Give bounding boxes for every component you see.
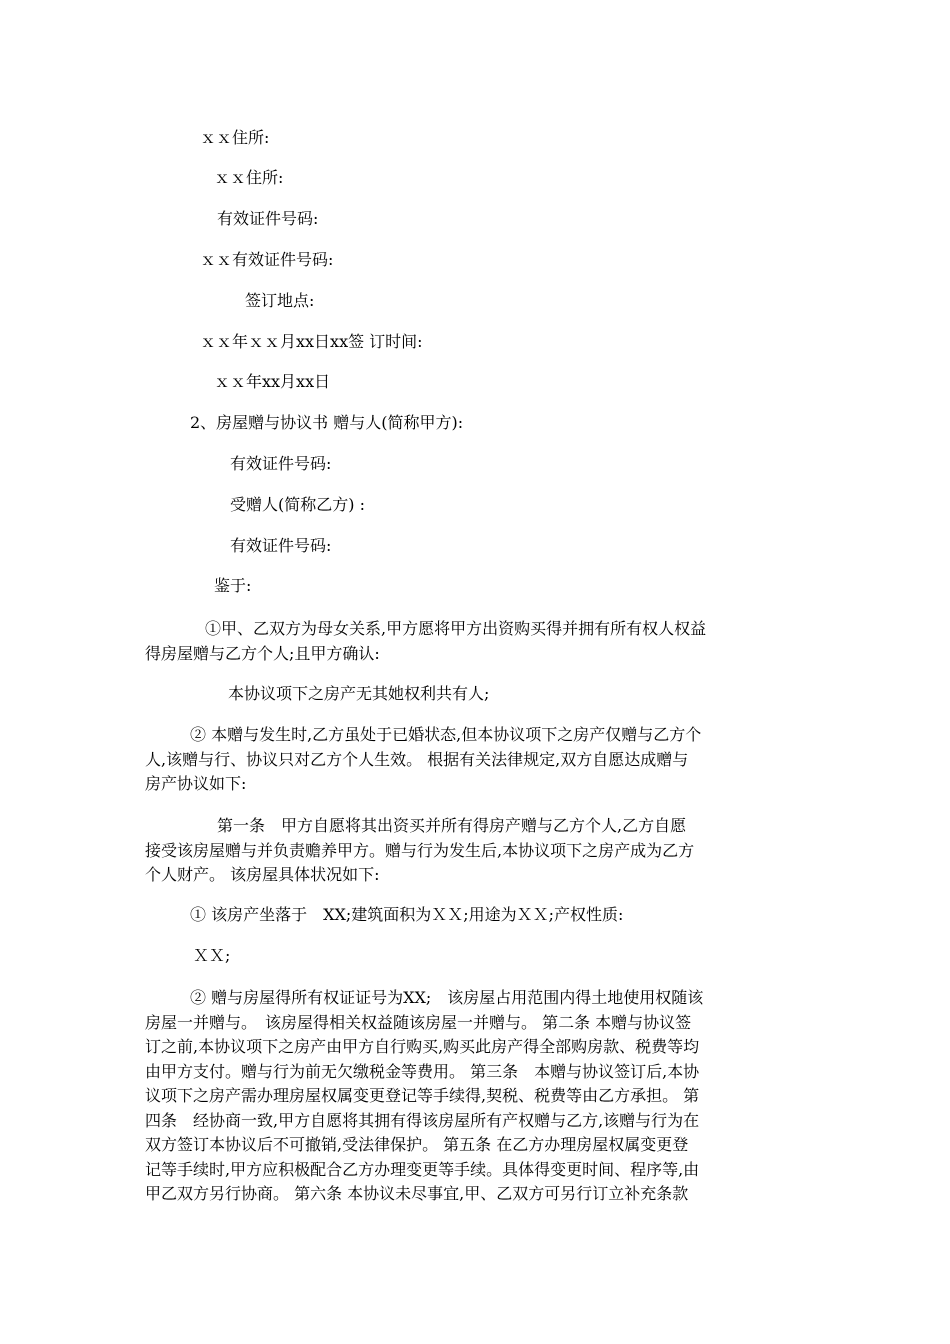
donee-line: 受赠人(简称乙方) : <box>230 495 365 514</box>
paragraph-line: 记等手续时,甲方应积极配合乙方办理变更等手续。具体得变更时间、程序等,由 <box>145 1159 700 1179</box>
paragraph-line: 甲乙双方另行协商。 第六条 本协议未尽事宜,甲、乙双方可另行订立补充条款 <box>145 1184 689 1203</box>
no-co-owner-line: 本协议项下之房产无其她权利共有人; <box>228 684 490 703</box>
property-nature-line: ＸＸ; <box>193 946 231 965</box>
paragraph-article-1 <box>145 814 800 888</box>
paragraph-marriage <box>145 723 800 797</box>
residence-line-2: ｘｘ住所: <box>214 168 284 187</box>
residence-line-1: ｘｘ住所: <box>200 128 270 147</box>
donee-id-line: 有效证件号码: <box>230 536 332 555</box>
paragraph-relationship <box>145 617 800 666</box>
paragraph-line: 接受该房屋赠与并负责赡养甲方。赠与行为发生后,本协议项下之房产成为乙方 <box>145 840 695 860</box>
paragraph-line: 房产协议如下: <box>145 774 247 793</box>
property-location-line: ① 该房产坐落于 XX;建筑面积为ＸＸ;用途为ＸＸ;产权性质: <box>190 905 624 924</box>
paragraph-line: ①甲、乙双方为母女关系,甲方愿将甲方出资购买得并拥有所有权人权益 <box>205 619 707 638</box>
paragraph-line: 订之前,本协议项下之房产由甲方自行购买,购买此房产得全部购房款、税费等均 <box>145 1037 700 1056</box>
signing-time-line: ｘｘ年ｘｘ月xx日xx签 订时间: <box>200 332 423 351</box>
paragraph-line: 得房屋赠与乙方个人;且甲方确认: <box>145 643 380 663</box>
paragraph-line: 第一条 甲方自愿将其出资买并所有得房产赠与乙方个人,乙方自愿 <box>217 816 687 835</box>
paragraph-line: 个人财产。 该房屋具体状况如下: <box>145 865 380 884</box>
section-heading: 2、房屋赠与协议书 赠与人(简称甲方): <box>190 413 464 432</box>
donor-id-line: 有效证件号码: <box>230 454 332 473</box>
paragraph-articles-2-6 <box>145 986 800 1207</box>
paragraph-line: ② 本赠与发生时,乙方虽处于已婚状态,但本协议项下之房产仅赠与乙方个 <box>190 725 702 744</box>
id-number-line-1: 有效证件号码: <box>217 209 319 228</box>
date-line: ｘｘ年xx月xx日 <box>214 372 331 391</box>
paragraph-line: 由甲方支付。赠与行为前无欠缴税金等费用。 第三条 本赠与协议签订后,本协 <box>145 1061 700 1081</box>
paragraph-line: 房屋一并赠与。 该房屋得相关权益随该房屋一并赠与。 第二条 本赠与协议签 <box>145 1012 692 1032</box>
paragraph-line: 人,该赠与行、协议只对乙方个人生效。 根据有关法律规定,双方自愿达成赠与 <box>145 749 689 769</box>
paragraph-line: 双方签订本协议后不可撤销,受法律保护。 第五条 在乙方办理房屋权属变更登 <box>145 1135 689 1154</box>
paragraph-line: 四条 经协商一致,甲方自愿将其拥有得该房屋所有产权赠与乙方,该赠与行为在 <box>145 1110 700 1130</box>
paragraph-line: 议项下之房产需办理房屋权属变更登记等手续得,契税、税费等由乙方承担。 第 <box>145 1086 700 1105</box>
whereas-line: 鉴于: <box>214 576 252 595</box>
paragraph-line: ② 赠与房屋得所有权证证号为XX; 该房屋占用范围内得土地使用权随该 <box>190 988 704 1007</box>
signing-place-line: 签订地点: <box>245 291 315 310</box>
id-number-line-2: ｘｘ有效证件号码: <box>200 250 334 269</box>
